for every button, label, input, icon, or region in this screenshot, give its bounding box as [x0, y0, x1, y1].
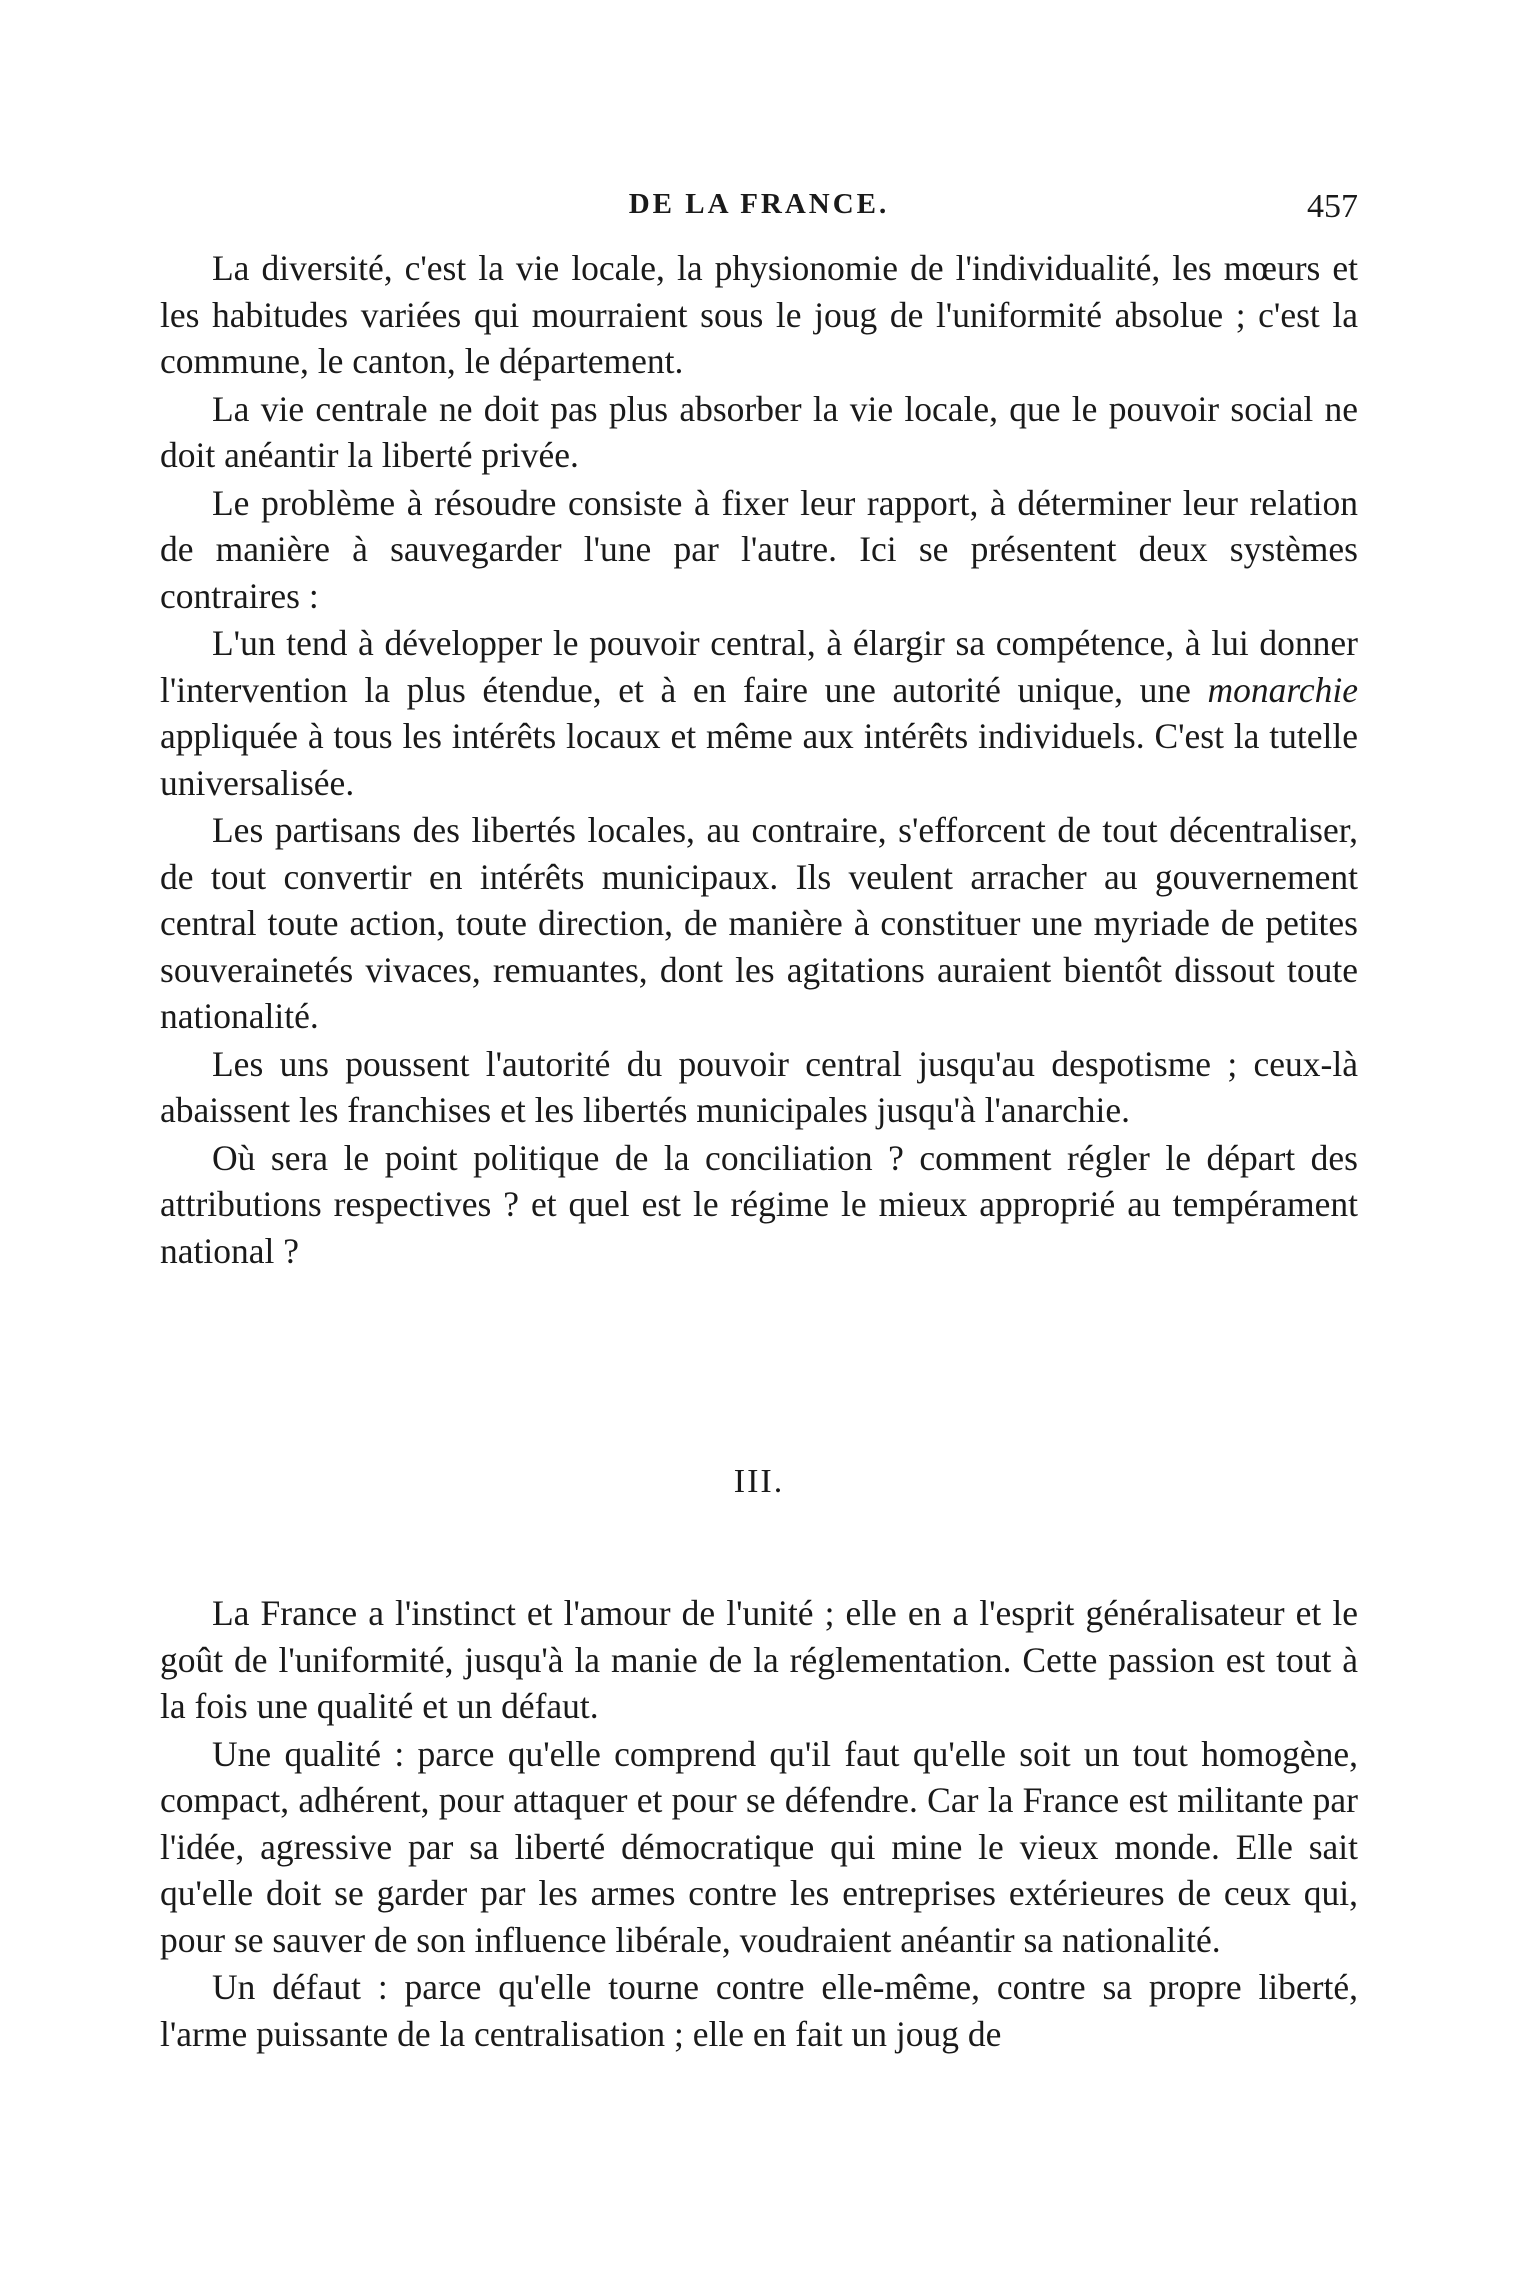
emphasized-word: monarchie — [1207, 669, 1358, 710]
paragraph: Un défaut : parce qu'elle tourne contre elle-même, contre sa propre liberté, l'arme puissante de la centralisation ; elle en fait un joug de — [160, 1967, 1358, 2054]
page-number: 457 — [1307, 188, 1358, 225]
section-two-body — [160, 1590, 1358, 2058]
paragraph: La vie centrale ne doit pas plus absorber la vie locale, que le pouvoir social ne doit anéantir la liberté privée. — [160, 388, 1358, 475]
paragraph: Les uns poussent l'autorité du pouvoir central jusqu'au despotisme ; ceux-là abaissent les franchises et les libertés municipales jusqu'à l'anarchie. — [160, 1043, 1358, 1130]
section-one-body — [160, 245, 1358, 1275]
paragraph: La diversité, c'est la vie locale, la physionomie de l'individualité, les mœurs et les habitudes variées qui mourraient sous le joug de l'uniformité absolue ; c'est la commune, le canton, le département. — [160, 248, 1358, 381]
paragraph: La France a l'instinct et l'amour de l'unité ; elle en a l'esprit généralisateur et le goût de l'uniformité, jusqu'à la manie de la réglementation. Cette passion est tout à la fois une qualité et un défaut. — [160, 1593, 1358, 1726]
running-title: DE LA FRANCE. — [628, 188, 890, 220]
paragraph — [160, 620, 1358, 806]
paragraph: Une qualité : parce qu'elle comprend qu'il faut qu'elle soit un tout homogène, compact, adhérent, pour attaquer et pour se défendre. Car la France est militante par l'idée, agressive par sa liberté démocratique qui mine le vieux monde. Elle sait qu'elle doit se garder par les armes contre les entreprises extérieures de ceux qui, pour se sauver de son influence libérale, voudraient anéantir sa nationalité. — [160, 1733, 1358, 1960]
paragraph: Les partisans des libertés locales, au contraire, s'efforcent de tout décentraliser, de tout convertir en intérêts municipaux. Ils veulent arracher au gouvernement central toute action, toute direction, de manière à constituer une myriade de petites souverainetés vivaces, remuantes, dont les agitations auraient bientôt dissout toute nationalité. — [160, 810, 1358, 1036]
paragraph-text: L'un tend à développer le pouvoir central, à élargir sa compétence, à lui donner l'intervention la plus étendue, et à en faire une autorité unique, une — [160, 623, 1358, 710]
section-heading: III. — [733, 1463, 785, 1500]
paragraph: Le problème à résoudre consiste à fixer leur rapport, à déterminer leur relation de manière à sauvegarder l'une par l'autre. Ici se présentent deux systèmes contraires : — [160, 482, 1358, 616]
running-head — [160, 188, 1358, 238]
paragraph: Où sera le point politique de la conciliation ? comment régler le départ des attributions respectives ? et quel est le régime le mieux approprié au tempérament national ? — [160, 1137, 1358, 1271]
paragraph-text: appliquée à tous les intérêts locaux et même aux intérêts individuels. C'est la tutelle universalisée. — [160, 716, 1358, 803]
